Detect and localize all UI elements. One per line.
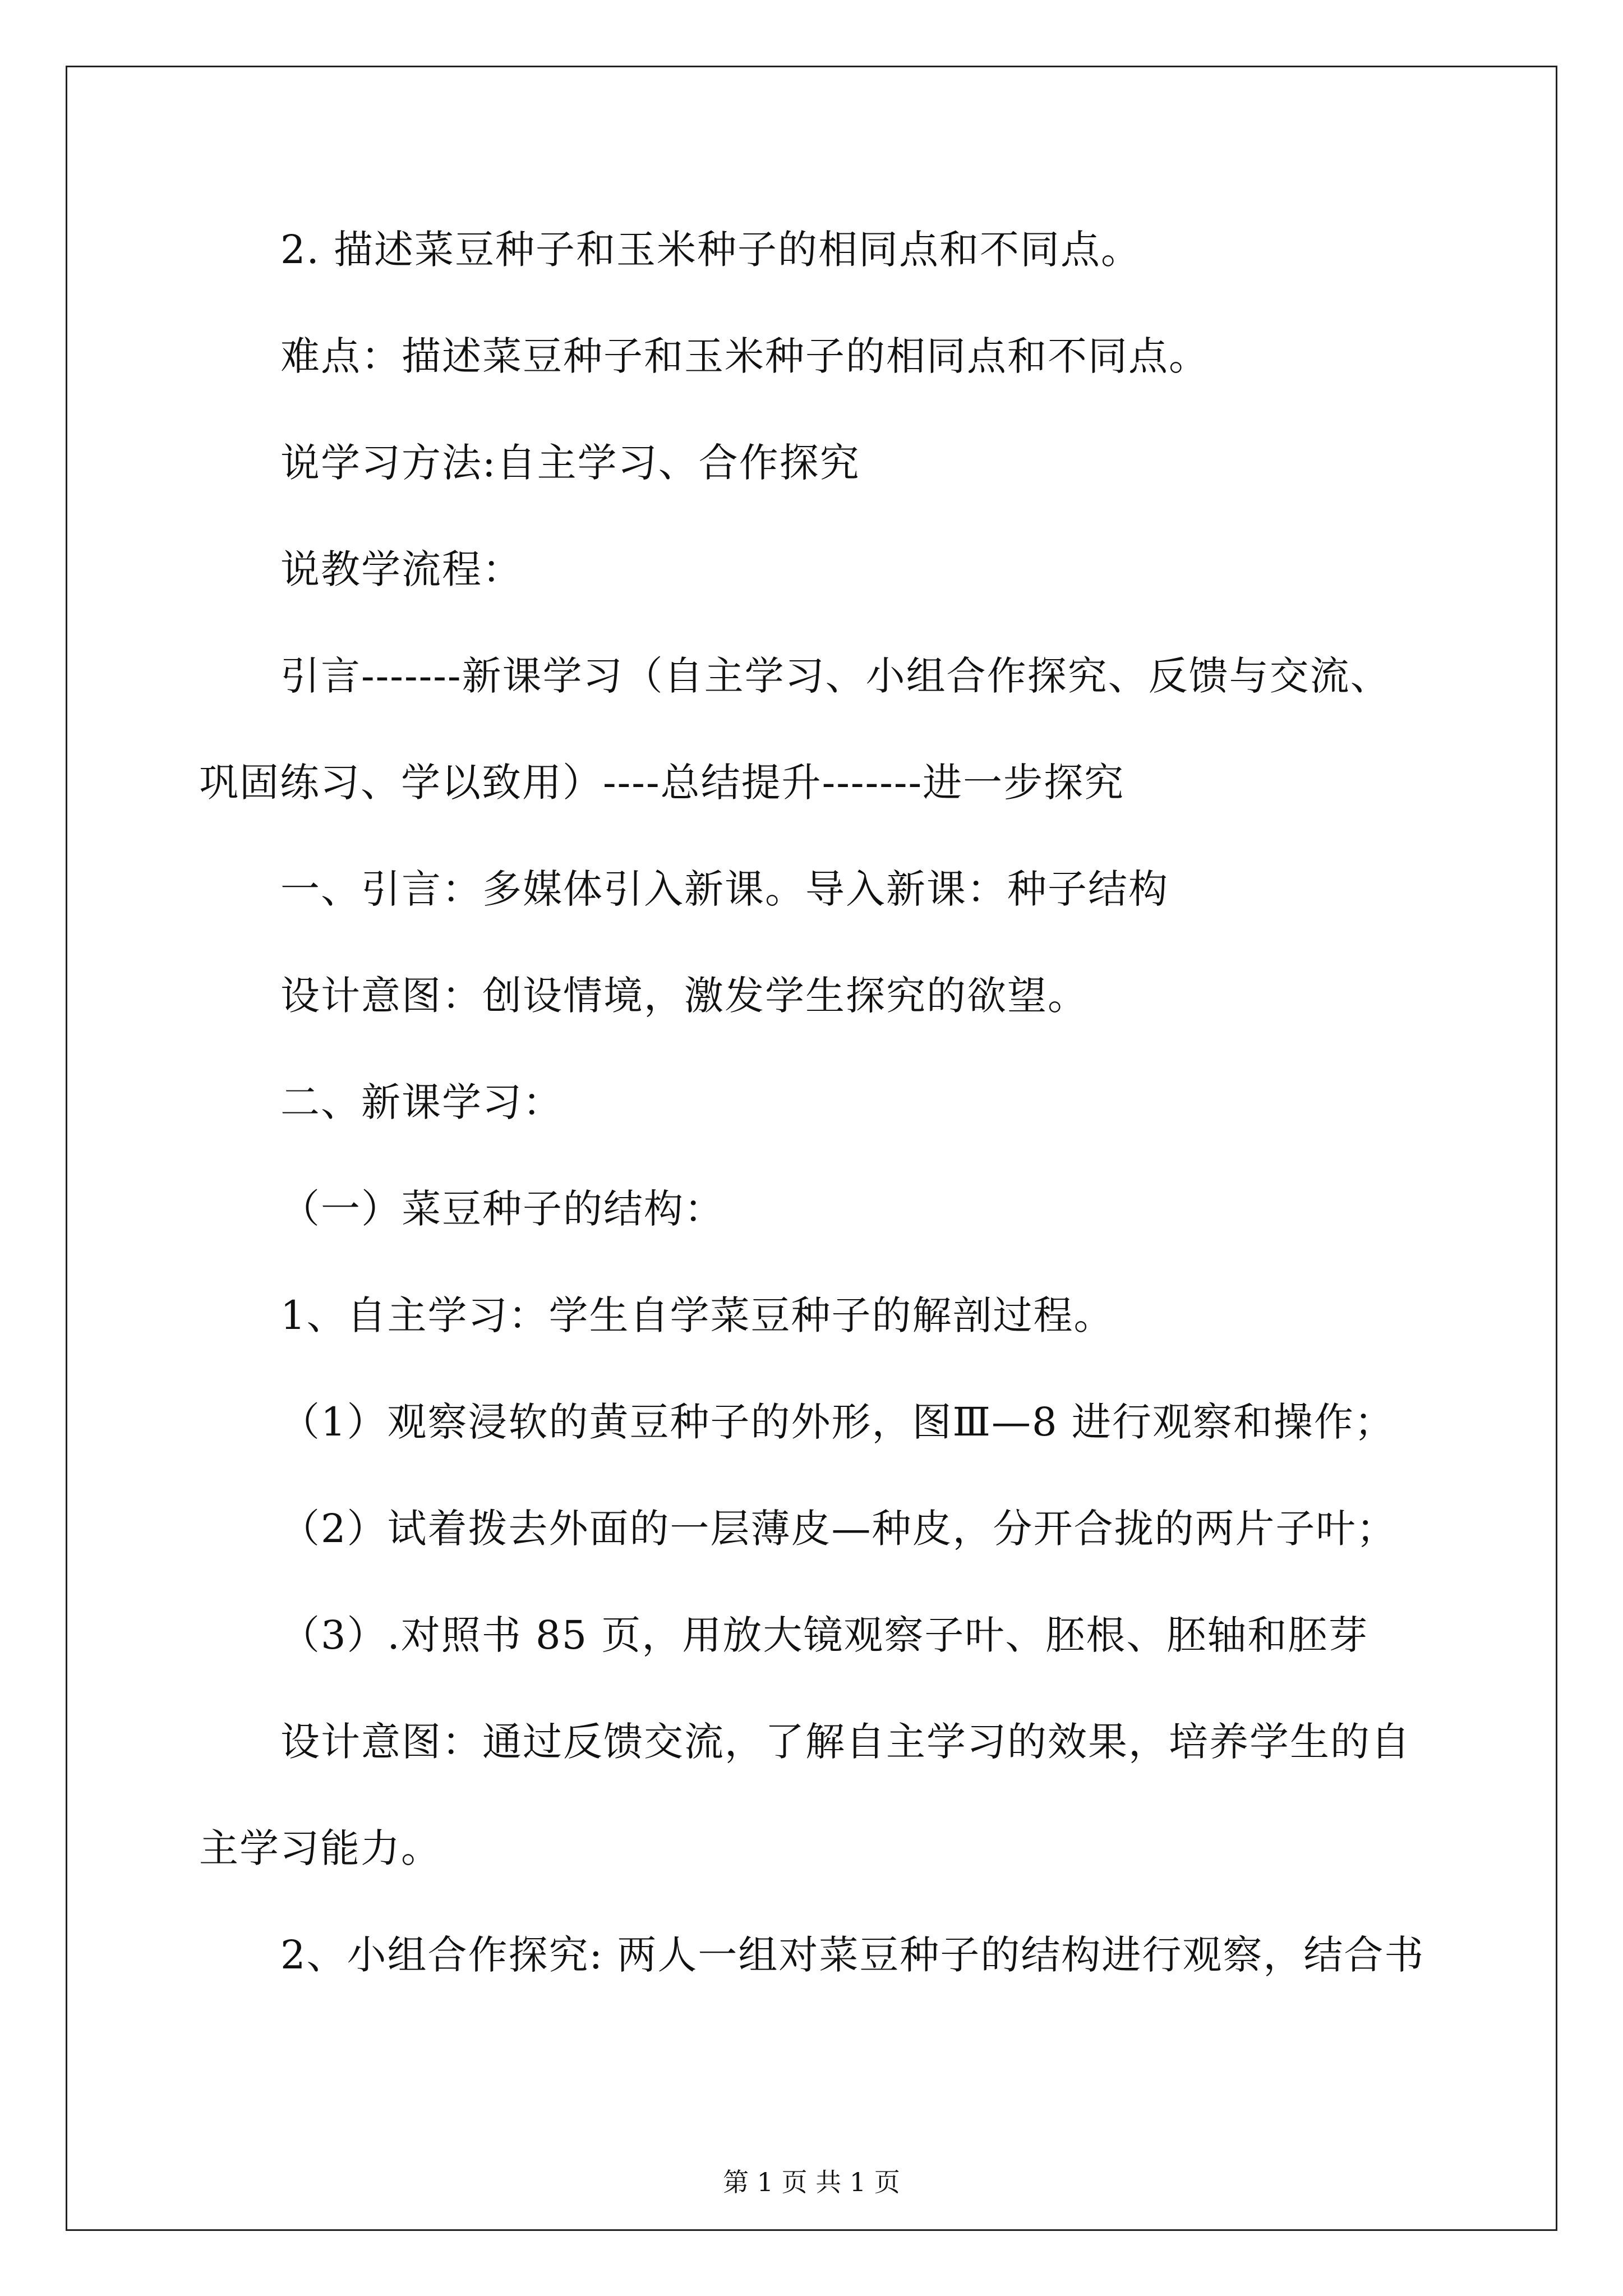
text-line-7: 一、引言：多媒体引入新课。导入新课：种子结构 (280, 866, 1169, 912)
text-line-3: 说学习方法:自主学习、合作探究 (280, 440, 860, 486)
text-line-5: 引言-------新课学习（自主学习、小组合作探究、反馈与交流、 (280, 653, 1391, 699)
page-border (66, 66, 1557, 2231)
text-line-11: 1、自主学习：学生自学菜豆种子的解剖过程。 (280, 1292, 1114, 1338)
text-line-13: （2）试着拨去外面的一层薄皮—种皮，分开合拢的两片子叶； (280, 1506, 1397, 1552)
text-line-8: 设计意图：创设情境，激发学生探究的欲望。 (280, 973, 1088, 1019)
text-line-15: 设计意图：通过反馈交流，了解自主学习的效果，培养学生的自 (280, 1719, 1411, 1765)
text-line-4: 说教学流程： (280, 546, 523, 592)
text-line-16: 主学习能力。 (199, 1825, 441, 1871)
page-footer: 第 1 页 共 1 页 (723, 2167, 900, 2197)
text-line-14: （3）.对照书 85 页，用放大镜观察子叶、胚根、胚轴和胚芽 (280, 1612, 1369, 1658)
text-line-1: 2. 描述菜豆种子和玉米种子的相同点和不同点。 (280, 227, 1142, 273)
text-line-9: 二、新课学习： (280, 1079, 563, 1125)
text-line-2: 难点：描述菜豆种子和玉米种子的相同点和不同点。 (280, 333, 1209, 379)
text-line-17: 2、小组合作探究: 两人一组对菜豆种子的结构进行观察，结合书 (280, 1932, 1425, 1978)
text-line-6: 巩固练习、学以致用）----总结提升-------进一步探究 (199, 760, 1125, 806)
text-line-10: （一）菜豆种子的结构： (280, 1186, 725, 1232)
text-line-12: （1）观察浸软的黄豆种子的外形，图Ⅲ—8 进行观察和操作； (280, 1399, 1395, 1445)
